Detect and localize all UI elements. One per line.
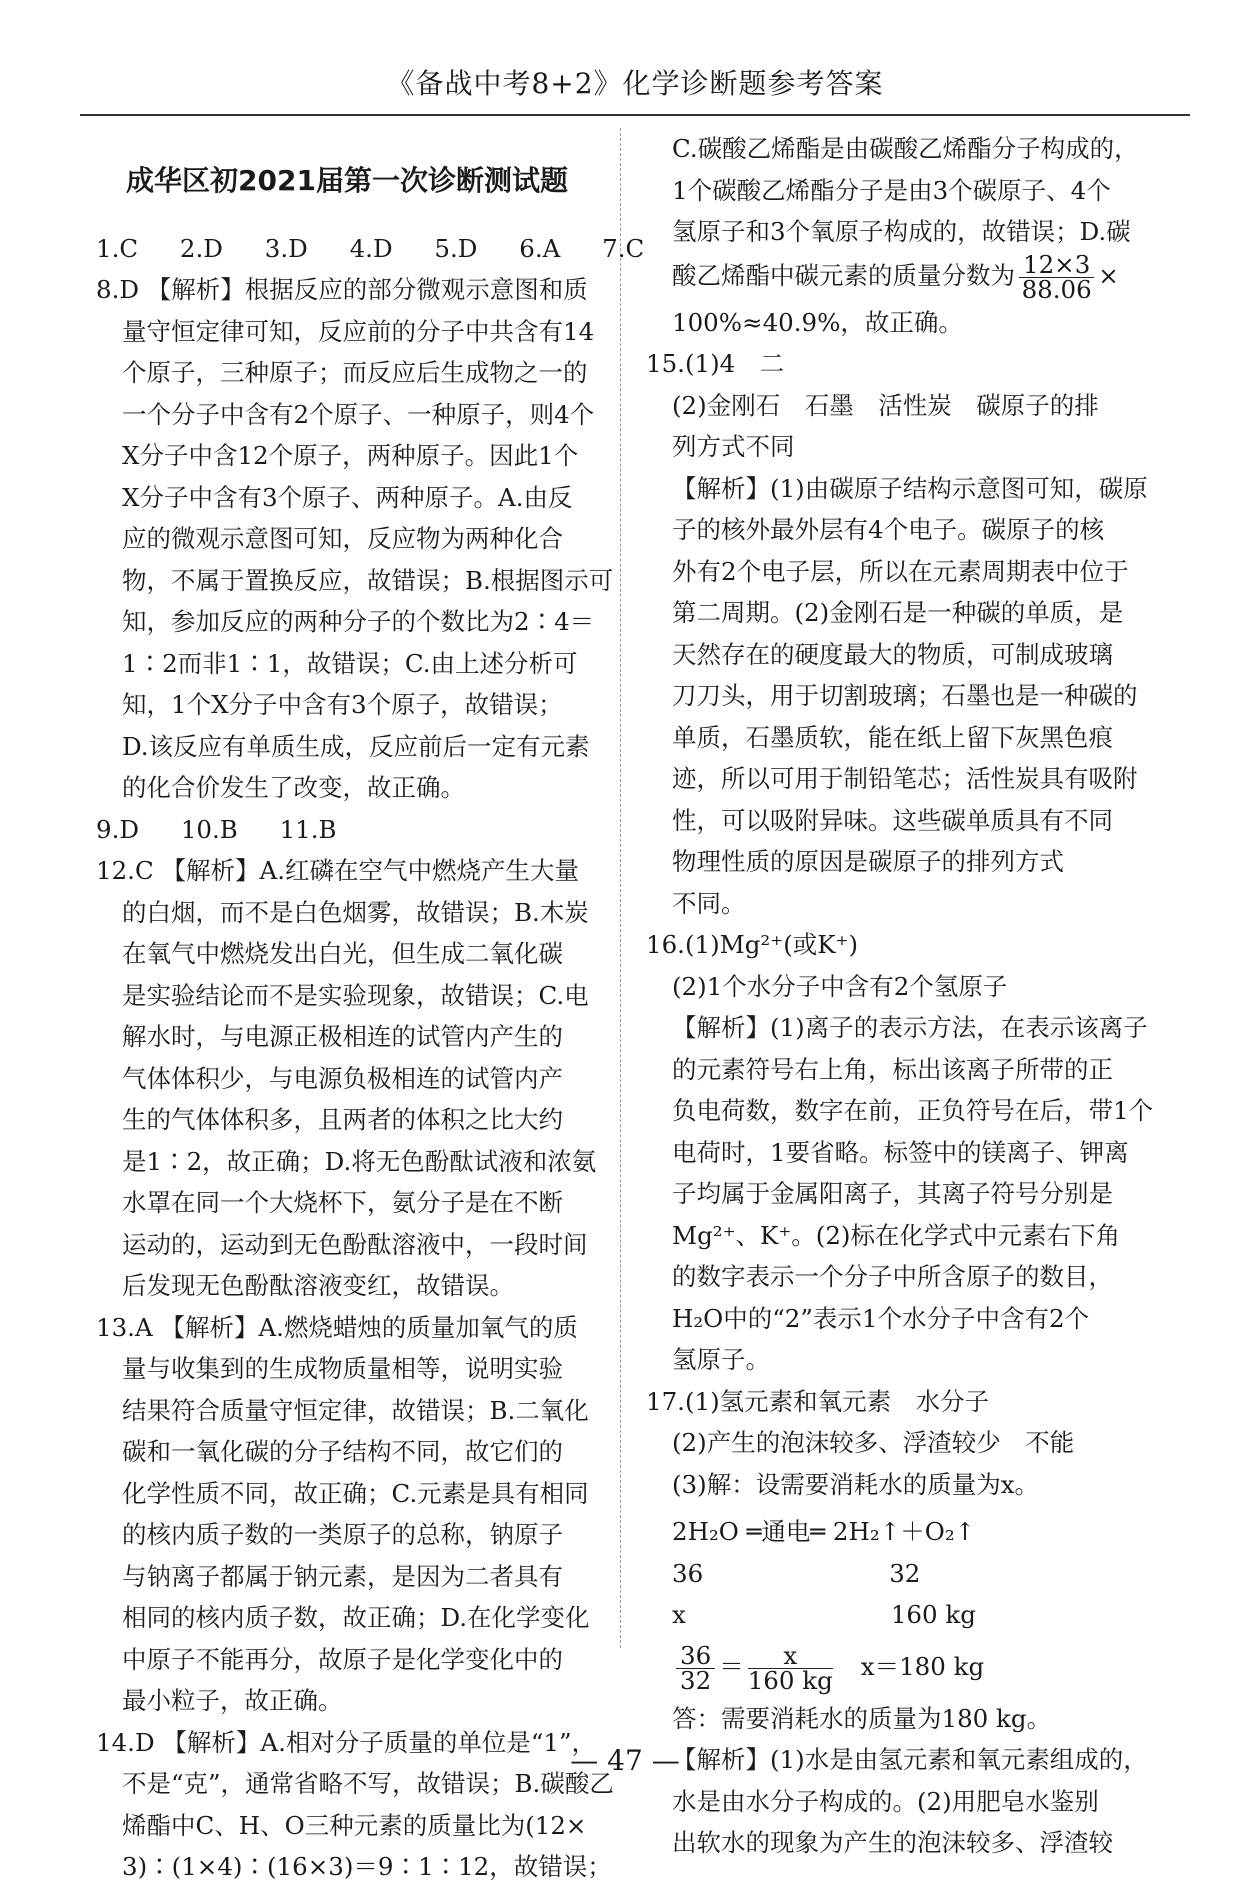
text-line: 子的核外最外层有4个电子。碳原子的核 xyxy=(672,515,1105,544)
text-line: 后发现无色酚酞溶液变红，故错误。 xyxy=(122,1271,514,1300)
text-line: 中原子不能再分，故原子是化学变化中的 xyxy=(122,1644,563,1674)
text-line: 3)∶(1×4)∶(16×3)＝9∶1∶12，故错误； xyxy=(122,1852,612,1881)
text-line: 第二周期。(2)金刚石是一种碳的单质，是 xyxy=(672,598,1124,627)
text-line: 【解析】(1)水是由氢元素和氧元素组成的， xyxy=(672,1745,1148,1774)
text-line: 的核内质子数的一类原子的总称，钠原子 xyxy=(122,1520,563,1549)
text-line: 17.(1)氢元素和氧元素 水分子 xyxy=(646,1386,990,1416)
text-line: 天然存在的硬度最大的物质，可制成玻璃 xyxy=(672,639,1113,669)
text-line: 解水时，与电源正极相连的试管内产生的 xyxy=(122,1022,563,1051)
mass-fraction-line xyxy=(646,249,1166,304)
text-line: 在氧气中燃烧发出白光，但生成二氧化碳 xyxy=(122,939,563,968)
answer-14-continued xyxy=(646,128,1166,343)
text-line: 13.A 【解析】A.燃烧蜡烛的质量加氧气的质 xyxy=(96,1312,578,1342)
answer-17 xyxy=(646,1381,1166,1864)
answer-10: 10.B xyxy=(180,814,238,844)
fraction-denominator: 160 kg xyxy=(747,1665,833,1695)
answer-6: 6.A xyxy=(519,233,561,263)
text-line: 量与收集到的生成物质量相等，说明实验 xyxy=(122,1354,563,1383)
text-span: 36 xyxy=(672,1558,704,1588)
text-line: 迹，所以可用于制铅笔芯；活性炭具有吸附 xyxy=(672,764,1138,793)
text-line: 与钠离子都属于钠元素，是因为二者具有 xyxy=(122,1561,563,1591)
text-line: (2)1个水分子中含有2个氢原子 xyxy=(672,971,1008,1001)
text-line: 子均属于金属阳离子，其离子符号分别是 xyxy=(672,1179,1113,1208)
text-line: 负电荷数，数字在前，正负符号在后，带1个 xyxy=(672,1096,1154,1125)
text-line: 氢原子。 xyxy=(672,1345,770,1374)
text-line: 生的气体体积多，且两者的体积之比大约 xyxy=(122,1105,563,1134)
page-header: 《备战中考8+2》化学诊断题参考答案 xyxy=(386,67,884,100)
fraction-denominator: 32 xyxy=(680,1665,712,1695)
fraction-right xyxy=(747,1640,833,1695)
answer-1: 1.C xyxy=(96,233,139,263)
text-line: 16.(1)Mg²⁺(或K⁺) xyxy=(646,930,859,959)
text-span: 酸乙烯酯中碳元素的质量分数为 xyxy=(672,260,1015,290)
answer-4: 4.D xyxy=(349,233,393,263)
text-span: 160 kg xyxy=(890,1600,976,1629)
fraction-denominator: 88.06 xyxy=(1021,274,1092,304)
text-line: 化学性质不同，故正确；C.元素是具有相同 xyxy=(122,1478,589,1508)
text-span: x xyxy=(672,1600,686,1629)
answer-15 xyxy=(646,343,1166,924)
text-line: 的化合价发生了改变，故正确。 xyxy=(122,773,465,802)
text-line: 单质，石墨质软，能在纸上留下灰黑色痕 xyxy=(672,722,1113,752)
text-line: 物，不属于置换反应，故错误；B.根据图示可 xyxy=(122,565,614,595)
answer-12 xyxy=(96,850,598,1307)
text-line: 14.D 【解析】A.相对分子质量的单位是“1”， xyxy=(96,1727,597,1757)
text-line: (2)产生的泡沫较多、浮渣较少 不能 xyxy=(672,1428,1075,1457)
text-line: (2)金刚石 石墨 活性炭 碳原子的排 xyxy=(672,390,1099,420)
answer-7: 7.C xyxy=(602,233,645,263)
text-line: 的白烟，而不是白色烟雾，故错误；B.木炭 xyxy=(122,897,589,927)
text-line: 电荷时，1要省略。标签中的镁离子、钾离 xyxy=(672,1137,1129,1167)
text-line: 性，可以吸附异味。这些碳单质具有不同 xyxy=(672,805,1113,835)
fraction-numerator: 12×3 xyxy=(1019,253,1094,278)
text-line: 12.C 【解析】A.红磷在空气中燃烧产生大量 xyxy=(96,856,579,885)
text-line: 结果符合质量守恒定律，故错误；B.二氧化 xyxy=(122,1395,589,1425)
fraction-left xyxy=(676,1640,715,1695)
text-span: × xyxy=(1098,260,1119,290)
text-line: 相同的核内质子数，故正确；D.在化学变化 xyxy=(122,1603,590,1632)
fraction-numerator: 36 xyxy=(676,1644,715,1669)
mass-fraction xyxy=(1019,249,1094,304)
text-line: Mg²⁺、K⁺。(2)标在化学式中元素右下角 xyxy=(672,1220,1120,1250)
text-line: D.该反应有单质生成，反应前后一定有元素 xyxy=(122,731,590,761)
fraction-numerator: x xyxy=(748,1644,833,1669)
text-line: 答：需要消耗水的质量为180 kg。 xyxy=(672,1703,1052,1733)
text-line: 刀刀头，用于切割玻璃；石墨也是一种碳的 xyxy=(672,681,1138,710)
text-line: (3)解：设需要消耗水的质量为x。 xyxy=(672,1469,1040,1499)
text-line: 是实验结论而不是实验现象，故错误；C.电 xyxy=(122,980,589,1010)
text-line: X分子中含有3个原子、两种原子。A.由反 xyxy=(122,482,573,512)
equation-row-1 xyxy=(646,1553,1166,1595)
answer-8 xyxy=(96,269,614,809)
text-line: 1个碳酸乙烯酯分子是由3个碳原子、4个 xyxy=(672,175,1111,205)
text-line: 水是由水分子构成的。(2)用肥皂水鉴别 xyxy=(672,1786,1099,1816)
text-line: 不同。 xyxy=(672,888,746,918)
answer-11: 11.B xyxy=(279,814,337,844)
text-line: 物理性质的原因是碳原子的排列方式 xyxy=(672,847,1064,876)
answers-9-11 xyxy=(96,809,598,851)
column-divider xyxy=(620,128,621,1648)
text-line: 知，1个X分子中含有3个原子，故错误； xyxy=(122,690,563,719)
text-line: 1∶2而非1∶1，故错误；C.由上述分析可 xyxy=(122,648,578,678)
text-line: 个原子，三种原子；而反应后生成物之一的 xyxy=(122,358,588,387)
text-line: 列方式不同 xyxy=(672,432,795,461)
text-span: 32 xyxy=(889,1558,921,1588)
answer-9: 9.D xyxy=(96,814,140,844)
text-line: 应的微观示意图可知，反应物为两种化合 xyxy=(122,524,563,553)
text-line: 是1∶2，故正确；D.将无色酚酞试液和浓氨 xyxy=(122,1146,597,1176)
text-line: 最小粒子，故正确。 xyxy=(122,1686,343,1715)
chemical-equation: 2H₂O ═通电═ 2H₂↑＋O₂↑ xyxy=(672,1517,976,1546)
text-line: H₂O中的“2”表示1个水分子中含有2个 xyxy=(672,1303,1090,1333)
section-title: 成华区初2021届第一次诊断测试题 xyxy=(126,164,568,197)
answer-13 xyxy=(96,1307,598,1722)
text-line: 知，参加反应的两种分子的个数比为2∶4＝ xyxy=(122,607,595,636)
equation-result: x＝180 kg xyxy=(860,1651,985,1681)
answers-1-7 xyxy=(96,228,645,270)
proportion-line: $\frac{36}{32}$ ＝ $\frac{x}{160 kg}$ x＝180 kg xyxy=(646,1636,1166,1698)
text-line: 8.D 【解析】根据反应的部分微观示意图和质 xyxy=(96,275,588,304)
text-line: 一个分子中含有2个原子、一种原子，则4个 xyxy=(122,399,595,429)
header-rule xyxy=(80,114,1190,116)
equation-row-2 xyxy=(646,1594,1166,1636)
text-line: 碳和一氧化碳的分子结构不同，故它们的 xyxy=(122,1437,563,1466)
text-line: X分子中含12个原子，两种原子。因此1个 xyxy=(122,441,579,470)
text-line: 的数字表示一个分子中所含原子的数目， xyxy=(672,1262,1113,1291)
text-line: 外有2个电子层，所以在元素周期表中位于 xyxy=(672,556,1129,586)
page-number: — 47 — xyxy=(570,1744,680,1777)
text-line: 15.(1)4 二 xyxy=(646,349,785,378)
text-line: 气体体积少，与电源负极相连的试管内产 xyxy=(122,1063,563,1093)
text-line: 100%≈40.9%，故正确。 xyxy=(672,307,963,337)
text-line: 水罩在同一个大烧杯下，氨分子是在不断 xyxy=(122,1188,563,1217)
answer-3: 3.D xyxy=(264,233,308,263)
answer-16 xyxy=(646,924,1166,1381)
text-line: C.碳酸乙烯酯是由碳酸乙烯酯分子构成的， xyxy=(672,134,1139,163)
text-line: 的元素符号右上角，标出该离子所带的正 xyxy=(672,1054,1113,1084)
answer-2: 2.D xyxy=(179,233,223,263)
text-line: 氢原子和3个氧原子构成的，故错误；D.碳 xyxy=(672,217,1131,246)
text-line: 不是“克”，通常省略不写，故错误；B.碳酸乙 xyxy=(122,1769,614,1798)
right-column xyxy=(646,128,1166,1864)
text-line: 运动的，运动到无色酚酞溶液中，一段时间 xyxy=(122,1229,588,1259)
answer-5: 5.D xyxy=(434,233,478,263)
text-line: 【解析】(1)离子的表示方法，在表示该离子 xyxy=(672,1013,1148,1042)
text-line: 烯酯中C、H、O三种元素的质量比为(12× xyxy=(122,1810,587,1840)
text-line: 【解析】(1)由碳原子结构示意图可知，碳原 xyxy=(672,473,1148,503)
text-line: 量守恒定律可知，反应前的分子中共含有14 xyxy=(122,316,595,346)
text-line: 出软水的现象为产生的泡沫较多、浮渣较 xyxy=(672,1828,1113,1857)
